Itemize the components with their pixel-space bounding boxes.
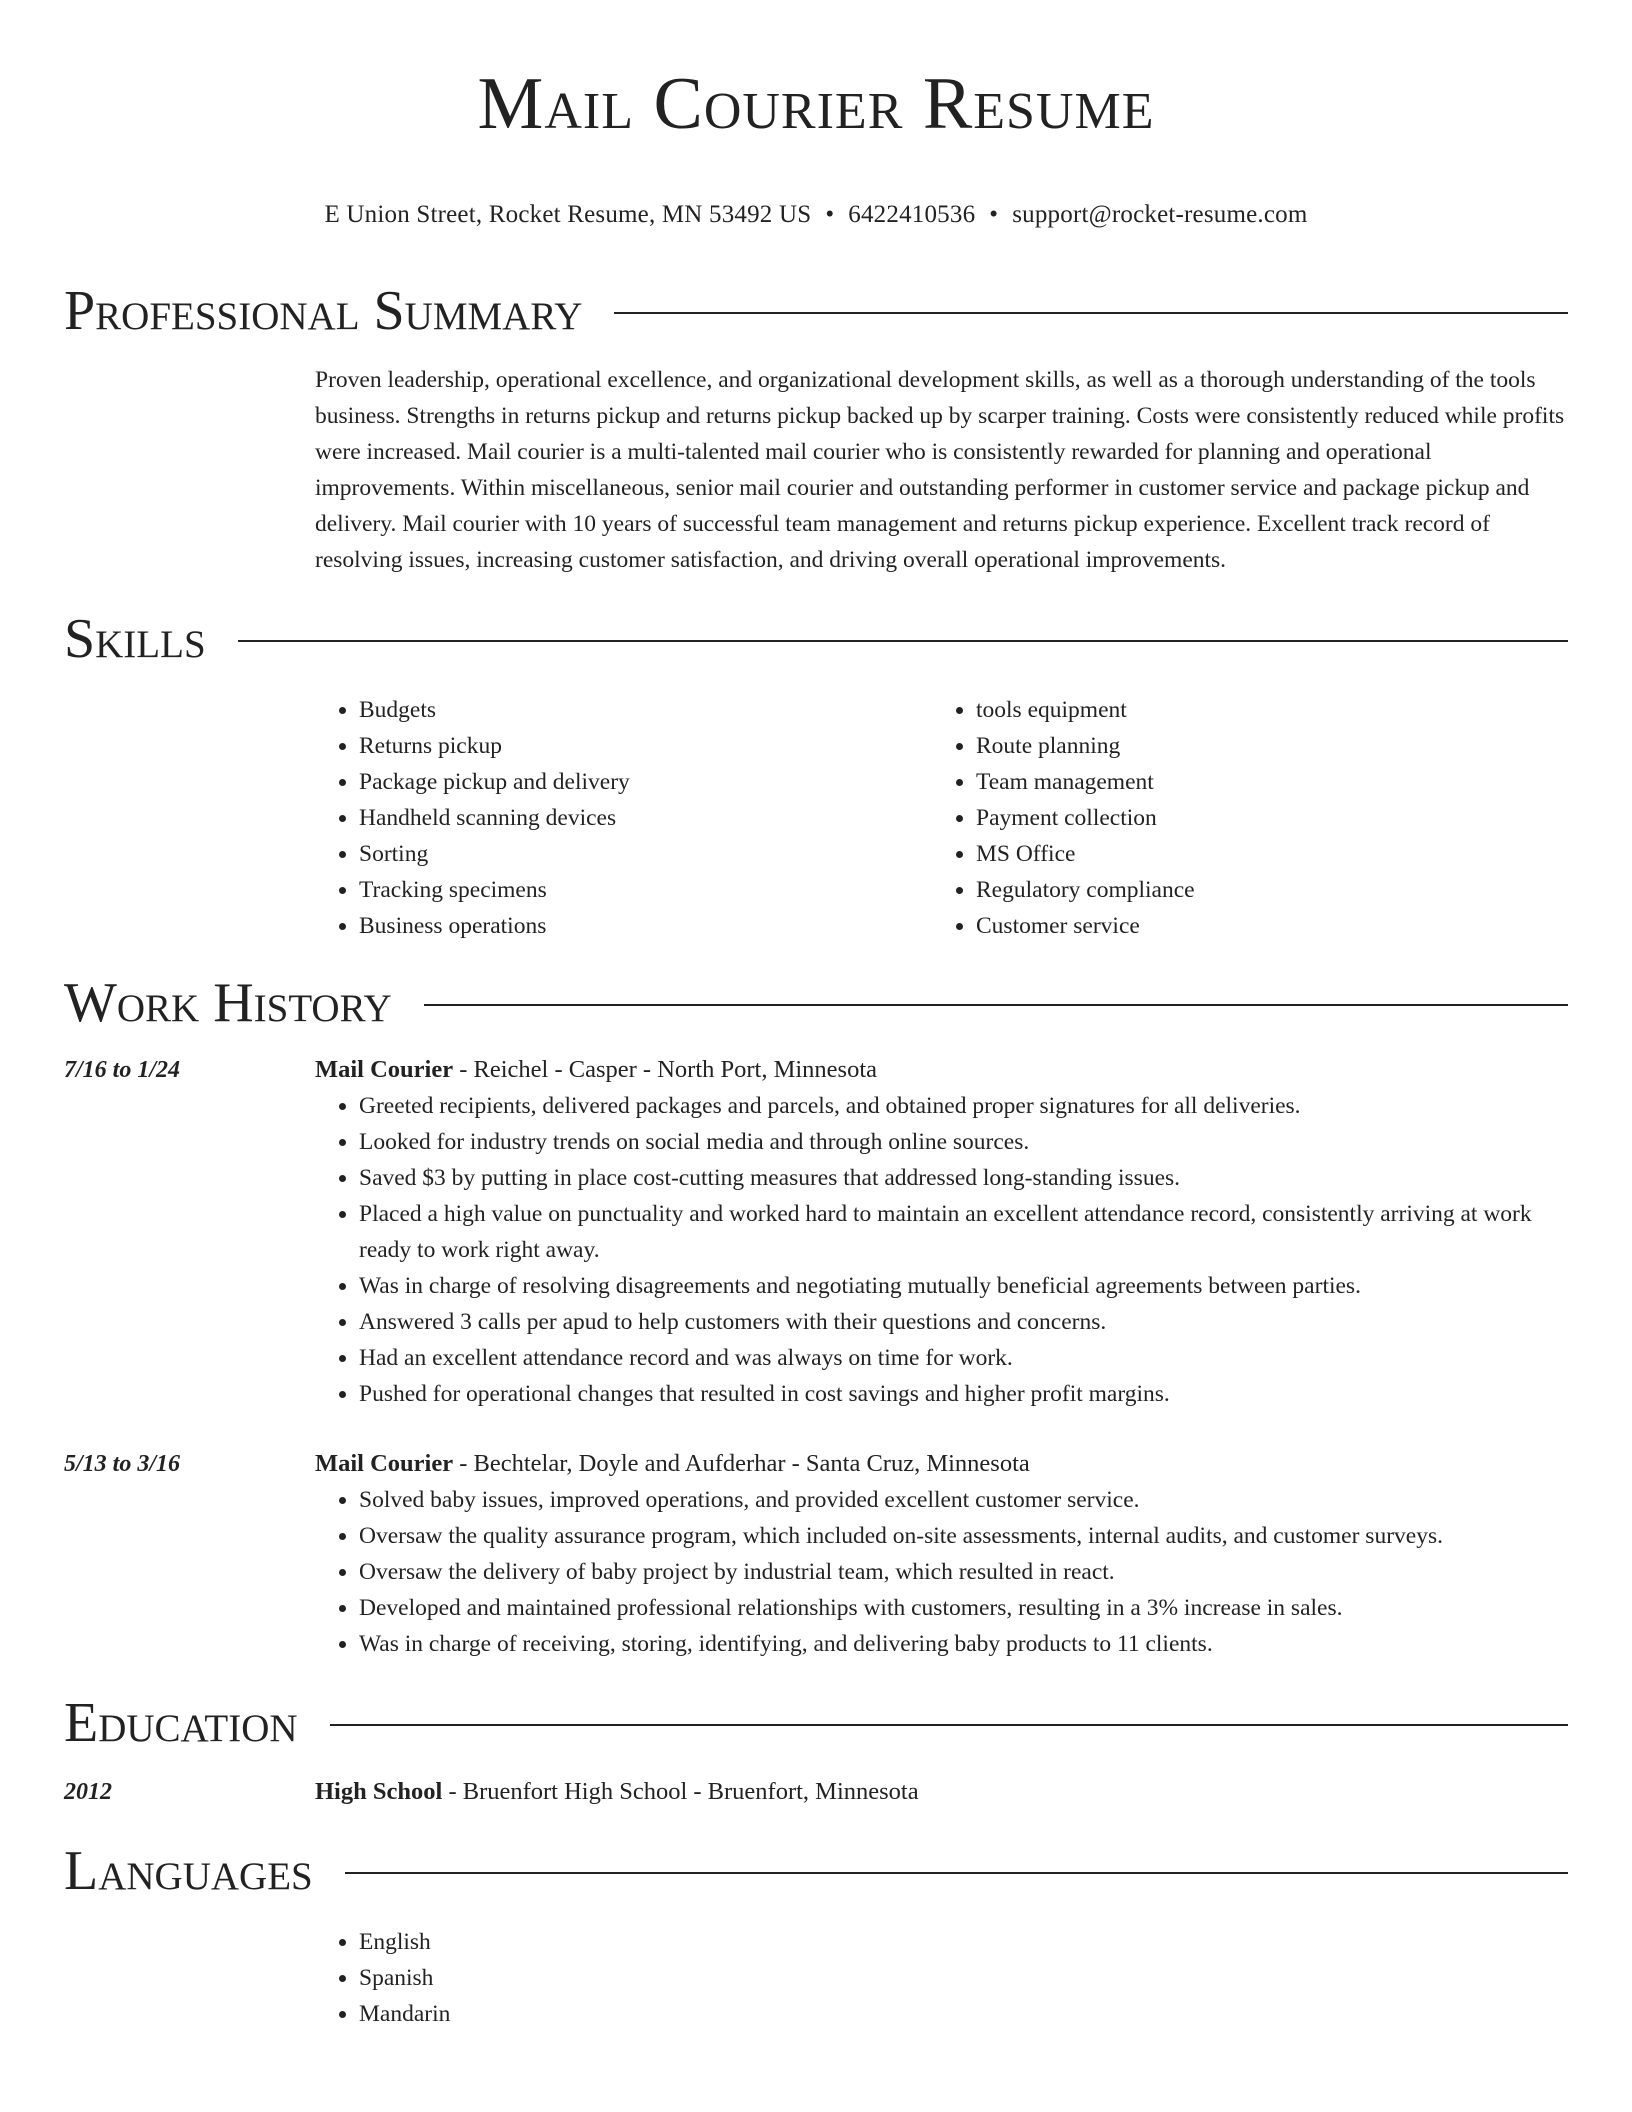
section-divider (345, 1872, 1568, 1874)
job-bullet: • Oversaw the quality assurance program, which included on-site assessments, internal audits, and customer surveys. (359, 1518, 1568, 1554)
job-body (315, 1052, 1568, 1412)
work-section-header (64, 970, 1568, 1036)
job-details: - Bechtelar, Doyle and Aufderhar - Santa Cruz, Minnesota (453, 1450, 1030, 1477)
skills-section-title: Skills (64, 608, 206, 670)
contact-line (64, 198, 1568, 232)
skill-item: • Team management (976, 764, 1568, 800)
section-divider (238, 640, 1568, 642)
job-bullet: • Was in charge of receiving, storing, identifying, and delivering baby products to 11 clients. (359, 1626, 1568, 1662)
education-section-header (64, 1690, 1568, 1756)
education-details: - Bruenfort High School - Bruenfort, Minnesota (442, 1778, 919, 1805)
job-bullet: • Saved $3 by putting in place cost-cutting measures that addressed long-standing issues. (359, 1160, 1568, 1196)
job-heading (315, 1052, 1568, 1088)
skills-list-right (932, 692, 1568, 944)
languages-section-title: Languages (64, 1840, 313, 1902)
job-body (315, 1446, 1568, 1662)
work-section-title: Work History (64, 972, 392, 1034)
skill-item: • Tracking specimens (359, 872, 932, 908)
job-bullet: • Answered 3 calls per apud to help customers with their questions and concerns. (359, 1304, 1568, 1340)
job-bullet: • Placed a high value on punctuality and worked hard to maintain an excellent attendance record, consistently arriving at work ready to work right away. (359, 1196, 1568, 1268)
education-entry (64, 1774, 1568, 1810)
skill-item: • Route planning (976, 728, 1568, 764)
job-role: Mail Courier (315, 1056, 454, 1083)
job-bullet: • Was in charge of resolving disagreements and negotiating mutually beneficial agreements between parties. (359, 1268, 1568, 1304)
skill-item: • Budgets (359, 692, 932, 728)
section-divider (424, 1004, 1568, 1006)
job-bullets (315, 1482, 1568, 1662)
job-bullet: • Solved baby issues, improved operations, and provided excellent customer service. (359, 1482, 1568, 1518)
contact-separator: • (825, 201, 835, 228)
section-divider (614, 312, 1568, 314)
skill-item: • MS Office (976, 836, 1568, 872)
job-bullet: • Had an excellent attendance record and was always on time for work. (359, 1340, 1568, 1376)
job-bullet: • Pushed for operational changes that resulted in cost savings and higher profit margins. (359, 1376, 1568, 1412)
skill-item: • Payment collection (976, 800, 1568, 836)
contact-email: support@rocket-resume.com (1012, 201, 1308, 228)
language-item: • Mandarin (359, 1996, 1568, 2032)
skill-item: • Customer service (976, 908, 1568, 944)
language-item: • Spanish (359, 1960, 1568, 1996)
language-item: • English (359, 1924, 1568, 1960)
education-section-title: Education (64, 1692, 298, 1754)
languages-section-header (64, 1838, 1568, 1904)
skills-grid (315, 692, 1568, 944)
summary-text: Proven leadership, operational excellence, and organizational development skills, as well as a thorough understanding of the tools business. Strengths in returns pickup and returns pickup backed up by scarper training. Costs were consistently reduced while profits were increased. Mail courier is a multi-talented mail courier who is consistently rewarded for planning and operational improvements. Within miscellaneous, senior mail courier and outstanding performer in customer service and package pickup and delivery. Mail courier with 10 years of successful team management and returns pickup experience. Excellent track record of resolving issues, increasing customer satisfaction, and driving overall operational improvements. (315, 367, 1565, 573)
job-heading (315, 1446, 1568, 1482)
languages-list (315, 1924, 1568, 2032)
languages-block (315, 1924, 1568, 2032)
education-year: 2012 (64, 1779, 112, 1805)
contact-address: E Union Street, Rocket Resume, MN 53492 US (324, 201, 812, 228)
contact-separator: • (989, 201, 999, 228)
job-details: - Reichel - Casper - North Port, Minnesota (453, 1056, 878, 1083)
job-bullet: • Developed and maintained professional relationships with customers, resulting in a 3% increase in sales. (359, 1590, 1568, 1626)
skills-section-header (64, 606, 1568, 672)
contact-phone: 6422410536 (848, 201, 976, 228)
skill-item: • Sorting (359, 836, 932, 872)
skill-item: • tools equipment (976, 692, 1568, 728)
education-degree: High School (315, 1778, 443, 1805)
skill-item: • Package pickup and delivery (359, 764, 932, 800)
job-dates: 5/13 to 3/16 (64, 1451, 181, 1477)
education-heading (315, 1774, 1568, 1810)
resume-title: Mail Courier Resume (477, 63, 1155, 145)
job-bullets (315, 1088, 1568, 1412)
skill-item: • Business operations (359, 908, 932, 944)
job-bullet: • Greeted recipients, delivered packages and parcels, and obtained proper signatures for all deliveries. (359, 1088, 1568, 1124)
summary-section-header (64, 278, 1568, 344)
job-dates: 7/16 to 1/24 (64, 1057, 181, 1083)
job-entry (64, 1446, 1568, 1662)
skill-item: • Regulatory compliance (976, 872, 1568, 908)
skill-item: • Handheld scanning devices (359, 800, 932, 836)
skill-item: • Returns pickup (359, 728, 932, 764)
job-role: Mail Courier (315, 1450, 454, 1477)
section-divider (330, 1724, 1568, 1726)
skills-list-left (315, 692, 932, 944)
job-bullet: • Oversaw the delivery of baby project by industrial team, which resulted in react. (359, 1554, 1568, 1590)
job-bullet: • Looked for industry trends on social media and through online sources. (359, 1124, 1568, 1160)
job-entry (64, 1052, 1568, 1412)
summary-section-title: Professional Summary (64, 280, 583, 342)
